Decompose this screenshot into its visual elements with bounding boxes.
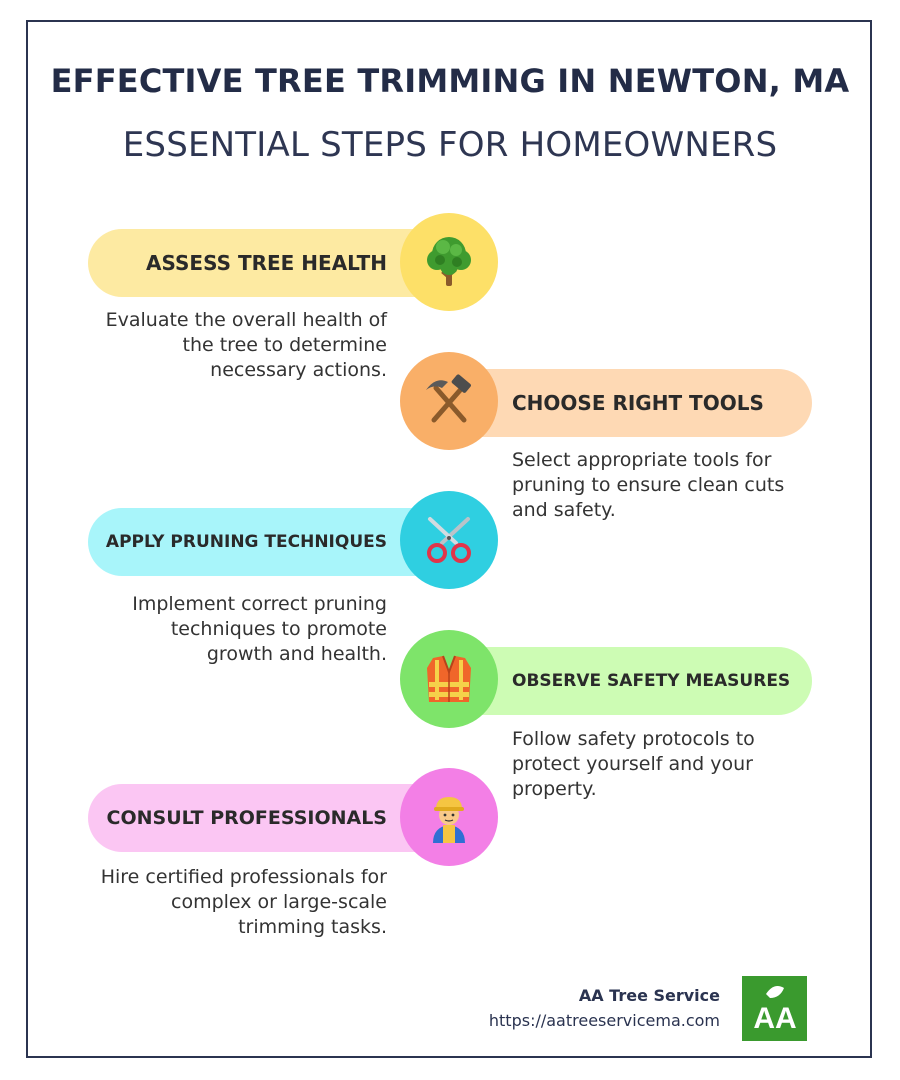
- step-assess-description: Evaluate the overall health of the tree to determine necessary actions.: [105, 309, 387, 381]
- brand-name: AA Tree Service: [578, 986, 720, 1005]
- step-pruning-pill: [88, 508, 438, 576]
- step-consult-circle: [400, 768, 498, 866]
- scissors-icon: [422, 513, 476, 567]
- step-assess-circle: [400, 213, 498, 311]
- step-tools-circle: [400, 352, 498, 450]
- tree-icon: [423, 234, 475, 290]
- step-consult-description: Hire certified professionals for complex or large-scale trimming tasks.: [100, 866, 387, 938]
- step-safety-pill: [450, 647, 812, 715]
- company-logo: [742, 976, 807, 1041]
- safety-vest-icon: [423, 652, 475, 706]
- step-consult-title: CONSULT PROFESSIONALS: [106, 807, 387, 829]
- logo-text: AA: [752, 1001, 797, 1034]
- step-pruning-circle: [400, 491, 498, 589]
- step-pruning-description: Implement correct pruning techniques to promote growth and health.: [132, 593, 387, 665]
- hammer-pick-icon: [422, 374, 476, 428]
- step-tools-pill: [450, 369, 812, 437]
- logo-leaf-icon: [746, 984, 804, 1034]
- step-tools-title: CHOOSE RIGHT TOOLS: [512, 391, 764, 415]
- step-tools-description: Select appropriate tools for pruning to ensure clean cuts and safety.: [512, 449, 785, 521]
- construction-worker-icon: [427, 791, 471, 843]
- step-assess-title: ASSESS TREE HEALTH: [146, 251, 387, 275]
- step-consult-pill: [88, 784, 438, 852]
- page-title: EFFECTIVE TREE TRIMMING IN NEWTON, MA: [50, 62, 850, 100]
- brand-url[interactable]: https://aatreeservicema.com: [488, 1011, 720, 1030]
- brand-block: [489, 986, 720, 1030]
- step-pruning-title: APPLY PRUNING TECHNIQUES: [105, 532, 387, 552]
- step-assess-pill: [88, 229, 438, 297]
- step-safety-circle: [400, 630, 498, 728]
- step-safety-description: Follow safety protocols to protect yourself and your property.: [512, 728, 755, 800]
- page-subtitle: ESSENTIAL STEPS FOR HOMEOWNERS: [122, 125, 778, 165]
- step-safety-title: OBSERVE SAFETY MEASURES: [512, 671, 791, 691]
